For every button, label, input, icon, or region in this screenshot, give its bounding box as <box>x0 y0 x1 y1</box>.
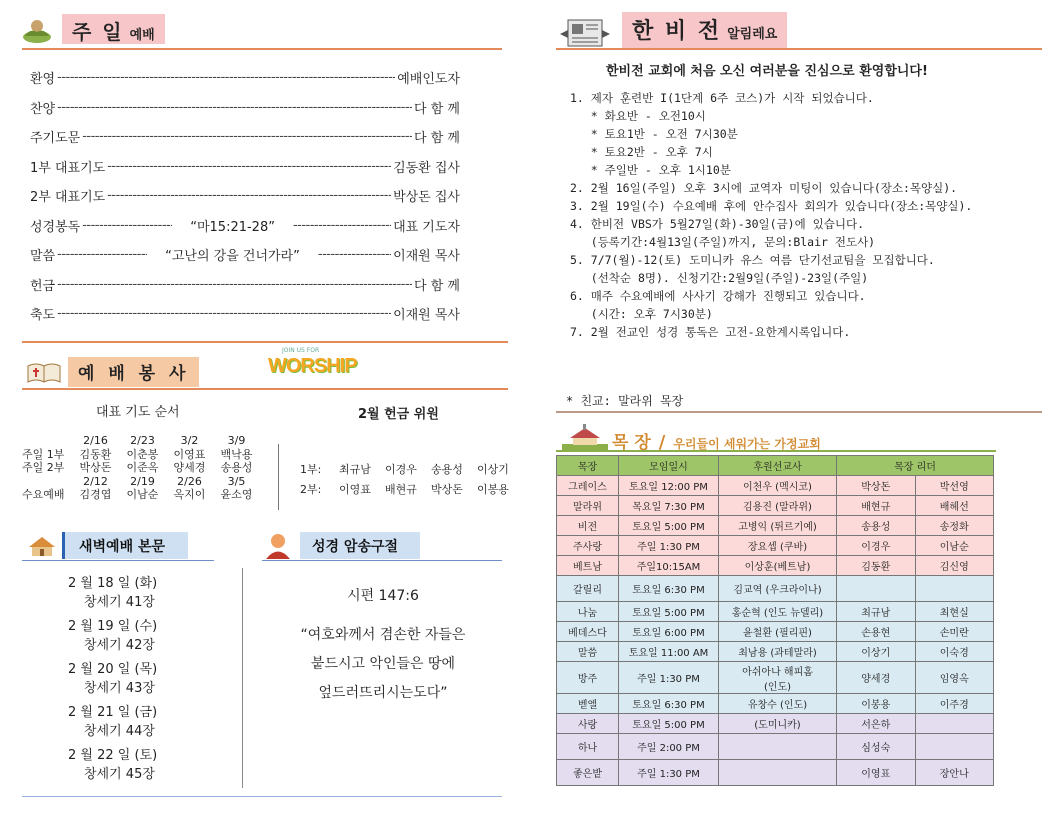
worship-item-leader: 다 함 께 <box>414 278 460 294</box>
dawn-item <box>68 658 218 701</box>
worship-rule <box>22 48 502 50</box>
news-line: 3. 2월 19일(수) 수요예배 후에 안수집사 회의가 있습니다(장소:목양실). <box>570 199 973 213</box>
mokjang-cell: 아쉬아나 해피홈 (인도) <box>719 662 837 694</box>
prayer-row <box>22 475 272 489</box>
mokjang-cell: 토요일 6:30 PM <box>619 576 719 602</box>
worship-item-name: 말씀 <box>30 249 56 264</box>
mokjang-cell <box>837 576 916 602</box>
prayer-title: 대표 기도 순서 <box>96 405 180 420</box>
offering-title: 2월 헌금 위원 <box>358 407 439 422</box>
worship-item-leader: 박상돈 집사 <box>393 190 460 205</box>
prayer-cell: 백낙용 <box>220 447 253 461</box>
news-list <box>570 89 1040 341</box>
mokjang-cell: 홍순혁 (인도 뉴델리) <box>719 602 837 622</box>
mokjang-cell: 목요일 7:30 PM <box>619 496 719 516</box>
mokjang-cell: 최규남 <box>837 602 916 622</box>
mokjang-cell: 좋은밭 <box>557 760 619 786</box>
bible-icon <box>26 360 62 384</box>
mokjang-cell: 주사랑 <box>557 536 619 556</box>
dotted-leader <box>293 218 391 233</box>
news-rule <box>556 48 1042 50</box>
missionary-rule <box>556 411 1042 413</box>
worship-item-leader: 김동환 집사 <box>393 160 460 176</box>
mokjang-title-slash: / <box>658 432 666 453</box>
mokjang-row <box>557 714 994 734</box>
dawn-date: 2 월 19 일 (수) <box>68 619 158 634</box>
dotted-leader <box>82 218 172 233</box>
worship-row <box>30 270 460 299</box>
worship-icon <box>22 18 52 44</box>
mokjang-cell: 손용현 <box>837 622 916 642</box>
mokjang-cell: 이천우 (멕시코) <box>719 476 837 496</box>
prayer-row <box>22 448 272 462</box>
news-line: 7. 2월 전교인 성경 통독은 고전-요한계시록입니다. <box>570 325 851 339</box>
header-cell: 후원선교사 <box>719 456 837 476</box>
dotted-leader <box>107 159 391 174</box>
dotted-leader <box>318 247 391 262</box>
worship-item-name: 1부 대표기도 <box>30 160 106 176</box>
dawn-date: 2 월 20 일 (목) <box>68 662 158 677</box>
news-line: 1. 제자 훈련반 I(1단계 6주 코스)가 시작 되었습니다. <box>570 91 874 105</box>
worship-row <box>30 152 460 181</box>
worship-item-leader: 예배인도자 <box>397 72 460 87</box>
prayer-row-label: 주일 2부 <box>22 461 65 474</box>
header-cell: 모임일시 <box>619 456 719 476</box>
offering-row <box>300 480 516 500</box>
service-title-text: 예 배 봉 사 <box>78 364 190 384</box>
mokjang-cell: 주일10:15AM <box>619 556 719 576</box>
mokjang-cell: 말씀 <box>557 642 619 662</box>
worship-title <box>62 14 165 44</box>
church-icon <box>27 535 57 557</box>
mokjang-cell: 이경우 <box>837 536 916 556</box>
mokjang-cell: 주일 1:30 PM <box>619 536 719 556</box>
offering-name: 박상돈 <box>431 483 463 496</box>
dawn-item <box>68 615 218 658</box>
dotted-leader <box>57 70 395 85</box>
mokjang-cell: 방주 <box>557 662 619 694</box>
news-line: * 토요2반 - 오후 7시 <box>570 145 713 159</box>
mokjang-cell: 김동환 <box>837 556 916 576</box>
mokjang-cell: 심성숙 <box>837 734 916 760</box>
mokjang-table <box>556 455 994 786</box>
worship-row <box>30 240 460 269</box>
dawn-item <box>68 572 218 615</box>
house-icon <box>562 424 608 450</box>
offering-name: 최규남 <box>339 463 371 476</box>
mokjang-cell <box>915 714 994 734</box>
news-line: 6. 매주 수요예배에 사사기 강해가 진행되고 있습니다. <box>570 289 866 303</box>
offering-row-label: 2부: <box>300 483 322 496</box>
prayer-row-label <box>22 434 72 448</box>
worship-row <box>30 63 460 92</box>
mokjang-cell: 토요일 6:30 PM <box>619 694 719 714</box>
worship-item-name: 환영 <box>30 72 56 87</box>
worship-banner <box>268 347 392 381</box>
mokjang-cell: 김교역 (우크라이나) <box>719 576 837 602</box>
dawn-title-text: 새벽예배 본문 <box>79 538 166 555</box>
mokjang-cell: 장요셉 (쿠바) <box>719 536 837 556</box>
mokjang-cell: 송용성 <box>837 516 916 536</box>
dawn-passage: 창세기 42장 <box>84 638 155 653</box>
prayer-cell: 양세경 <box>173 461 206 474</box>
worship-item-name: 주기도문 <box>30 131 81 146</box>
mokjang-cell <box>915 576 994 602</box>
mokjang-cell: 박선영 <box>915 476 994 496</box>
mokjang-cell: 사랑 <box>557 714 619 734</box>
dawn-passage: 창세기 43장 <box>84 681 155 696</box>
mokjang-cell: 김신영 <box>915 556 994 576</box>
mokjang-cell: 이상훈(베트남) <box>719 556 837 576</box>
mokjang-cell: 유창수 (인도) <box>719 694 837 714</box>
prayer-cell: 윤소영 <box>220 488 253 501</box>
worship-title-small: 예배 <box>129 28 155 43</box>
memory-line-2: 붙드시고 악인들은 땅에 <box>310 656 456 672</box>
offering-name: 배현규 <box>385 483 417 496</box>
newspaper-icon <box>560 16 610 50</box>
dotted-leader <box>107 188 391 203</box>
worship-item-leader: 다 함 께 <box>414 131 460 146</box>
mokjang-cell: 배현규 <box>837 496 916 516</box>
prayer-cell: 박상돈 <box>79 461 112 474</box>
mokjang-row <box>557 642 994 662</box>
dawn-list <box>68 572 218 787</box>
mokjang-rule <box>556 450 996 452</box>
mokjang-row <box>557 694 994 714</box>
worship-item-name: 성경봉독 <box>30 219 81 235</box>
news-line: * 토요1반 - 오전 7시30분 <box>570 127 738 141</box>
worship-banner-small: JOIN US FOR <box>282 347 320 354</box>
memory-line-3: 엎드러뜨리시는도다” <box>318 685 448 701</box>
prayer-cell: 2/23 <box>130 434 155 447</box>
mokjang-cell: 양세경 <box>837 662 916 694</box>
mokjang-cell: 토요일 5:00 PM <box>619 714 719 734</box>
worship-row <box>30 299 460 328</box>
left-bottom-rule <box>22 796 502 797</box>
news-line: (시간: 오후 7시30분) <box>570 307 713 321</box>
worship-item-detail: “고난의 강을 건너가라” <box>165 249 300 264</box>
worship-row <box>30 93 460 122</box>
mokjang-row <box>557 602 994 622</box>
prayer-cell: 옥지이 <box>173 488 206 501</box>
dotted-leader <box>57 277 412 292</box>
dawn-passage: 창세기 44장 <box>84 724 155 739</box>
mokjang-cell: 김용진 (말라위) <box>719 496 837 516</box>
news-welcome: 한비전 교회에 처음 오신 여러분을 진심으로 환영합니다! <box>606 64 928 79</box>
dawn-passage: 창세기 45장 <box>84 767 155 782</box>
mokjang-header-row <box>557 456 994 476</box>
prayer-row-label <box>22 475 72 489</box>
worship-row <box>30 211 460 240</box>
mokjang-row <box>557 516 994 536</box>
prayer-row <box>22 488 272 502</box>
news-title-small: 알림레요 <box>727 27 778 42</box>
header-cell: 목장 <box>557 456 619 476</box>
mokjang-cell: 서은하 <box>837 714 916 734</box>
mokjang-cell: 주일 1:30 PM <box>619 760 719 786</box>
mokjang-row <box>557 576 994 602</box>
memory-line-1: “여호와께서 겸손한 자들은 <box>300 627 466 643</box>
mokjang-row <box>557 536 994 556</box>
dawn-rule <box>22 560 214 561</box>
service-title <box>68 357 199 387</box>
news-line: (등록기간:4월13일(주일)까지, 문의:Blair 전도사) <box>570 235 876 249</box>
mokjang-cell: 박상돈 <box>837 476 916 496</box>
news-title-big: 한 비 전 <box>632 19 722 44</box>
worship-title-big: 주 일 <box>72 20 124 44</box>
mokjang-row <box>557 760 994 786</box>
mokjang-cell: 임영옥 <box>915 662 994 694</box>
mokjang-cell: 베트남 <box>557 556 619 576</box>
mokjang-cell: 갈릴리 <box>557 576 619 602</box>
worship-item-name: 헌금 <box>30 278 56 294</box>
dawn-date: 2 월 21 일 (금) <box>68 705 158 720</box>
worship-item-detail: “마15:21-28” <box>190 219 275 235</box>
mokjang-cell: 이남순 <box>915 536 994 556</box>
dotted-leader <box>57 306 391 321</box>
mokjang-cell: 송정화 <box>915 516 994 536</box>
mokjang-cell: 이주경 <box>915 694 994 714</box>
dawn-date: 2 월 18 일 (화) <box>68 576 158 591</box>
prayer-cell: 이준옥 <box>126 461 159 474</box>
mokjang-cell: 비전 <box>557 516 619 536</box>
mokjang-cell: 그레이스 <box>557 476 619 496</box>
mokjang-cell: 최남용 (과테말라) <box>719 642 837 662</box>
offering-row <box>300 460 516 480</box>
mokjang-row <box>557 556 994 576</box>
dawn-passage: 창세기 41장 <box>84 595 155 610</box>
offering-name: 이상기 <box>477 463 509 476</box>
offering-name: 이경우 <box>385 463 417 476</box>
prayer-cell: 김경엽 <box>79 488 112 501</box>
mokjang-cell <box>719 760 837 786</box>
offering-name: 이봉용 <box>477 483 509 496</box>
mokjang-title-small: 우리들이 세워가는 가정교회 <box>673 437 821 451</box>
prayer-schedule <box>22 434 272 502</box>
news-line: * 화요반 - 오전10시 <box>570 109 706 123</box>
worship-item-name: 축도 <box>30 308 56 323</box>
prayer-cell: 3/5 <box>227 474 246 488</box>
prayer-cell: 이춘봉 <box>126 447 159 461</box>
missionary-line: * 친교: 말라위 목장 <box>566 394 684 408</box>
mokjang-cell: 이봉용 <box>837 694 916 714</box>
dawn-title <box>62 532 188 559</box>
prayer-row-label: 주일 1부 <box>22 447 65 461</box>
prayer-cell: 2/16 <box>83 434 108 447</box>
mokjang-cell: 고병익 (튀르기예) <box>719 516 837 536</box>
mokjang-cell: 말라위 <box>557 496 619 516</box>
offering-row-label: 1부: <box>300 463 322 476</box>
dawn-divider <box>242 568 244 788</box>
dawn-date: 2 월 22 일 (토) <box>68 748 158 763</box>
mokjang-cell: 최현실 <box>915 602 994 622</box>
prayer-cell: 2/26 <box>177 474 202 488</box>
mokjang-cell: 이영표 <box>837 760 916 786</box>
mokjang-row <box>557 476 994 496</box>
mokjang-cell: 이숙경 <box>915 642 994 662</box>
news-title <box>622 12 787 48</box>
worship-row <box>30 122 460 151</box>
mokjang-cell <box>915 734 994 760</box>
dawn-item <box>68 744 218 787</box>
dotted-leader <box>82 129 412 144</box>
worship-item-leader: 이재원 목사 <box>393 249 460 264</box>
mokjang-cell: 배헤선 <box>915 496 994 516</box>
mokjang-cell: 토요일 5:00 PM <box>619 602 719 622</box>
mokjang-cell: 나눔 <box>557 602 619 622</box>
dotted-leader <box>57 100 412 115</box>
offering-name: 이영표 <box>339 483 371 496</box>
mokjang-row <box>557 734 994 760</box>
worship-item-leader: 다 함 께 <box>414 101 460 117</box>
dawn-item <box>68 701 218 744</box>
mokjang-cell: 하나 <box>557 734 619 760</box>
mokjang-cell: 이상기 <box>837 642 916 662</box>
mokjang-cell: 토요일 6:00 PM <box>619 622 719 642</box>
mokjang-cell: 손미란 <box>915 622 994 642</box>
news-line: 2. 2월 16일(주일) 오후 3시에 교역자 미팅이 있습니다(장소:목양실). <box>570 181 958 195</box>
header-cell: 목장 리더 <box>837 456 994 476</box>
prayer-cell: 2/12 <box>83 474 108 488</box>
worship-item-leader: 이재원 목사 <box>393 308 460 323</box>
mokjang-cell: 토요일 11:00 AM <box>619 642 719 662</box>
mokjang-cell: 토요일 5:00 PM <box>619 516 719 536</box>
mokjang-cell: 벧엘 <box>557 694 619 714</box>
prayer-cell: 이남순 <box>126 488 159 501</box>
mokjang-row <box>557 496 994 516</box>
mokjang-title-big: 목 장 <box>612 433 651 453</box>
memory-rule <box>262 560 502 561</box>
worship-item-name: 찬양 <box>30 101 56 117</box>
prayer-cell: 송용성 <box>220 461 253 474</box>
worship-bottom-rule <box>22 341 508 343</box>
prayer-row-label: 수요예배 <box>22 488 65 501</box>
worship-item-leader: 대표 기도자 <box>393 219 460 235</box>
prayer-cell: 3/2 <box>180 434 199 447</box>
news-line: 5. 7/7(월)-12(토) 도미니카 유스 여름 단기선교팀을 모집합니다. <box>570 253 935 267</box>
prayer-row <box>22 461 272 475</box>
mokjang-cell: 베데스다 <box>557 622 619 642</box>
worship-row <box>30 181 460 210</box>
dotted-leader <box>57 247 147 262</box>
mokjang-cell: 토요일 12:00 PM <box>619 476 719 496</box>
prayer-cell: 이영표 <box>173 447 206 461</box>
offering-committee <box>300 460 516 500</box>
news-line: 4. 한비전 VBS가 5월27일(화)-30일(금)에 있습니다. <box>570 217 864 231</box>
mokjang-row <box>557 622 994 642</box>
worship-banner-text: WORSHIP <box>268 355 357 377</box>
news-line: (선착순 8명). 신청기간:2월9일(주일)-23일(주일) <box>570 271 869 285</box>
mokjang-cell <box>719 734 837 760</box>
memory-ref: 시편 147:6 <box>347 588 419 604</box>
divider-arrow <box>278 444 280 510</box>
news-line: * 주일반 - 오후 1시10분 <box>570 163 731 177</box>
prayer-cell: 김동환 <box>79 447 112 461</box>
person-icon <box>262 532 294 560</box>
prayer-row <box>22 434 272 448</box>
memory-title-text: 성경 암송구절 <box>312 538 399 555</box>
prayer-cell: 3/9 <box>227 434 246 447</box>
prayer-cell: 2/19 <box>130 474 155 488</box>
mokjang-cell: 장안나 <box>915 760 994 786</box>
mokjang-cell: 주일 1:30 PM <box>619 662 719 694</box>
mokjang-cell: 윤철환 (필리핀) <box>719 622 837 642</box>
offering-name: 송용성 <box>431 463 463 476</box>
mokjang-cell: 주일 2:00 PM <box>619 734 719 760</box>
memory-title <box>300 532 420 559</box>
mokjang-row <box>557 662 994 694</box>
mokjang-cell: (도미니카) <box>719 714 837 734</box>
service-rule <box>22 388 508 390</box>
worship-item-name: 2부 대표기도 <box>30 190 106 205</box>
